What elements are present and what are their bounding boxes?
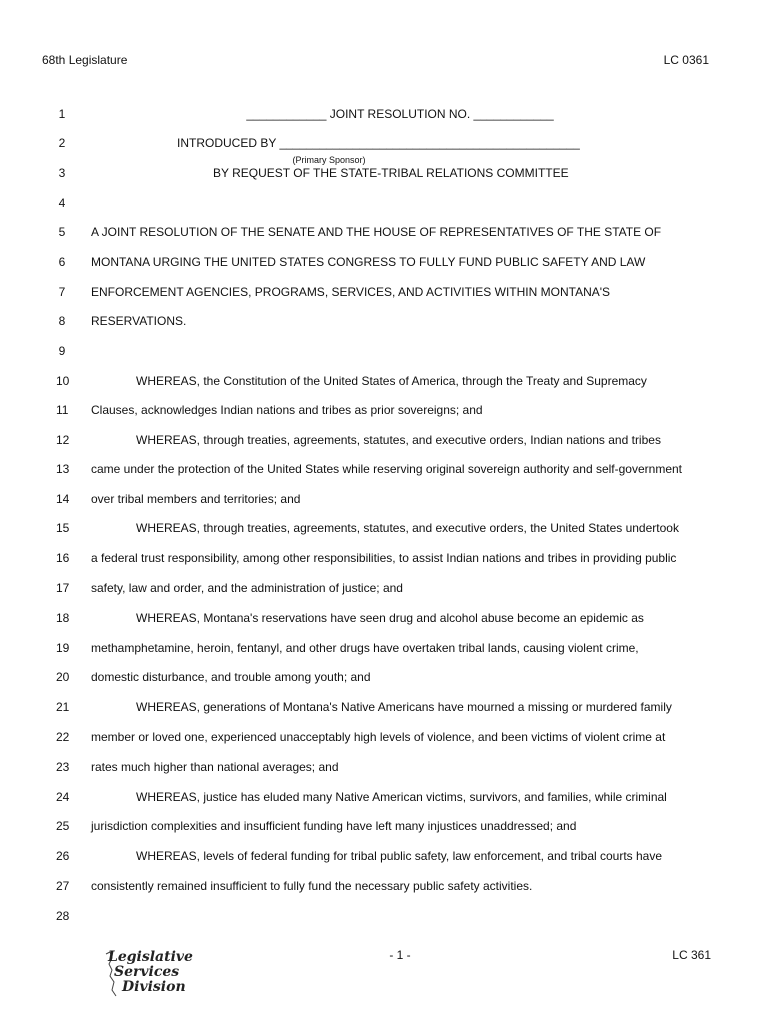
clause-text: Clauses, acknowledges Indian nations and tribes as prior sovereigns; and xyxy=(91,403,483,417)
clause-text: methamphetamine, heroin, fentanyl, and other drugs have overtaken tribal lands, causing violent crime, xyxy=(91,641,639,655)
primary-sponsor-note: (Primary Sponsor) xyxy=(292,155,366,165)
resolution-title: A JOINT RESOLUTION OF THE SENATE AND THE HOUSE OF REPRESENTATIVES OF THE STATE OF xyxy=(91,225,662,239)
document-line xyxy=(0,462,770,480)
document-line xyxy=(0,255,770,273)
document-line xyxy=(0,403,770,421)
line-number: 12 xyxy=(56,433,70,447)
document-line xyxy=(0,670,770,688)
document-line xyxy=(0,433,770,451)
document-line xyxy=(0,760,770,778)
clause-text: jurisdiction complexities and insufficient funding have left many injustices unaddressed; and xyxy=(91,819,577,833)
whereas-clause: WHEREAS, justice has eluded many Native American victims, survivors, and families, while criminal xyxy=(136,790,667,804)
clause-text: a federal trust responsibility, among other responsibilities, to assist Indian nations and tribes in providing public xyxy=(91,551,677,565)
document-line xyxy=(0,344,770,362)
document-line xyxy=(0,700,770,718)
introduced-by: INTRODUCED BY _____________________________________________ xyxy=(177,136,580,150)
resolution-number: ____________ JOINT RESOLUTION NO. ____________ xyxy=(246,107,554,121)
line-number: 1 xyxy=(58,107,66,121)
document-line xyxy=(0,196,770,214)
line-number: 23 xyxy=(56,760,70,774)
document-line xyxy=(0,374,770,392)
whereas-clause: WHEREAS, through treaties, agreements, statutes, and executive orders, Indian nations and tribes xyxy=(136,433,661,447)
line-number: 20 xyxy=(56,670,70,684)
line-number: 7 xyxy=(58,285,66,299)
document-line xyxy=(0,285,770,303)
logo-line-2: Services xyxy=(114,964,180,980)
clause-text: member or loved one, experienced unacceptably high levels of violence, and been victims of violent crime at xyxy=(91,730,666,744)
document-line xyxy=(0,909,770,927)
document-line xyxy=(0,107,770,125)
document-line xyxy=(0,790,770,808)
whereas-clause: WHEREAS, generations of Montana's Native Americans have mourned a missing or murdered family xyxy=(136,700,672,714)
whereas-clause: WHEREAS, through treaties, agreements, statutes, and executive orders, the United States undertook xyxy=(136,521,679,535)
document-line xyxy=(0,166,770,184)
logo-line-1: Legislative xyxy=(108,949,193,965)
document-line xyxy=(0,819,770,837)
line-number: 27 xyxy=(56,879,70,893)
line-number: 18 xyxy=(56,611,70,625)
document-line xyxy=(0,314,770,332)
line-number: 3 xyxy=(58,166,66,180)
header-lc-number: LC 0361 xyxy=(663,53,709,67)
document-line xyxy=(0,641,770,659)
page-number: - 1 - xyxy=(389,948,411,962)
document-line xyxy=(0,581,770,599)
clause-text: domestic disturbance, and trouble among youth; and xyxy=(91,670,371,684)
line-number: 14 xyxy=(56,492,70,506)
resolution-title: MONTANA URGING THE UNITED STATES CONGRESS TO FULLY FUND PUBLIC SAFETY AND LAW xyxy=(91,255,646,269)
document-line xyxy=(0,521,770,539)
line-number: 26 xyxy=(56,849,70,863)
whereas-clause: WHEREAS, levels of federal funding for tribal public safety, law enforcement, and tribal courts have xyxy=(136,849,663,863)
resolution-title: RESERVATIONS. xyxy=(91,314,187,328)
clause-text: consistently remained insufficient to fully fund the necessary public safety activities. xyxy=(91,879,533,893)
line-number: 16 xyxy=(56,551,70,565)
resolution-title: ENFORCEMENT AGENCIES, PROGRAMS, SERVICES, AND ACTIVITIES WITHIN MONTANA'S xyxy=(91,285,611,299)
logo-line-3: Division xyxy=(122,979,186,995)
line-number: 28 xyxy=(56,909,70,923)
line-number: 5 xyxy=(58,225,66,239)
document-line xyxy=(0,611,770,629)
whereas-clause: WHEREAS, the Constitution of the United States of America, through the Treaty and Supremacy xyxy=(136,374,647,388)
line-number: 11 xyxy=(56,403,69,417)
line-number: 9 xyxy=(58,344,66,358)
line-number: 13 xyxy=(56,462,70,476)
line-number: 21 xyxy=(56,700,70,714)
document-line xyxy=(0,551,770,569)
document-line xyxy=(0,730,770,748)
clause-text: came under the protection of the United States while reserving original sovereign authority and self-government xyxy=(91,462,682,476)
document-line xyxy=(0,225,770,243)
line-number: 22 xyxy=(56,730,70,744)
line-number: 8 xyxy=(58,314,66,328)
line-number: 17 xyxy=(56,581,70,595)
clause-text: rates much higher than national averages; and xyxy=(91,760,339,774)
document-line xyxy=(0,849,770,867)
header-legislature: 68th Legislature xyxy=(42,53,128,67)
whereas-clause: WHEREAS, Montana's reservations have seen drug and alcohol abuse become an epidemic as xyxy=(136,611,644,625)
line-number: 25 xyxy=(56,819,70,833)
clause-text: over tribal members and territories; and xyxy=(91,492,301,506)
clause-text: safety, law and order, and the administration of justice; and xyxy=(91,581,403,595)
by-request: BY REQUEST OF THE STATE-TRIBAL RELATIONS COMMITTEE xyxy=(213,166,569,180)
line-number: 24 xyxy=(56,790,70,804)
footer-lc-number: LC 361 xyxy=(672,948,711,962)
line-number: 2 xyxy=(58,136,66,150)
line-number: 6 xyxy=(58,255,66,269)
document-line xyxy=(0,136,770,154)
document-line xyxy=(0,879,770,897)
line-number: 19 xyxy=(56,641,70,655)
document-line xyxy=(0,492,770,510)
line-number: 4 xyxy=(58,196,66,210)
line-number: 10 xyxy=(56,374,70,388)
line-number: 15 xyxy=(56,521,70,535)
